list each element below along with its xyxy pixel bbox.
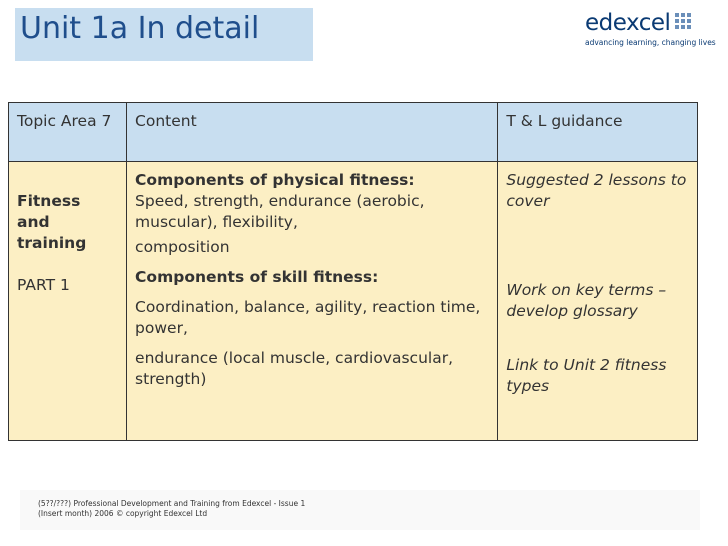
- content-composition: composition: [135, 238, 230, 256]
- topic-part: PART 1: [17, 276, 70, 294]
- logo-dots-icon: [675, 13, 693, 31]
- content-heading-physical: Components of physical fitness:: [135, 171, 415, 189]
- footer-line-2: (Insert month) 2006 © copyright Edexcel Ltd: [38, 509, 208, 518]
- header-content: Content: [127, 103, 498, 162]
- topic-cell: [9, 162, 127, 441]
- content-cell: [127, 162, 498, 441]
- guidance-glossary: Work on key terms – develop glossary: [506, 281, 667, 320]
- guidance-link: Link to Unit 2 fitness types: [506, 356, 667, 395]
- content-physical-list: Speed, strength, endurance (aerobic, muscular), flexibility,: [135, 192, 425, 231]
- content-heading-skill: Components of skill fitness:: [135, 268, 379, 286]
- header-topic-area: Topic Area 7: [9, 103, 127, 162]
- logo-wordmark: edexcel: [585, 10, 671, 36]
- table-header-row: [9, 103, 698, 162]
- unit-detail-table: [8, 102, 698, 441]
- logo-tagline: advancing learning, changing lives: [585, 38, 716, 47]
- footer-line-1: (5??/???) Professional Development and Training from Edexcel - Issue 1: [38, 499, 306, 508]
- content-endurance: endurance (local muscle, cardiovascular, strength): [135, 349, 454, 388]
- topic-name: Fitness and training: [17, 192, 87, 252]
- content-skill-list: Coordination, balance, agility, reaction time, power,: [135, 298, 481, 337]
- guidance-lessons: Suggested 2 lessons to cover: [506, 171, 687, 210]
- table-row: [9, 162, 698, 441]
- guidance-cell: [498, 162, 698, 441]
- header-guidance: T & L guidance: [498, 103, 698, 162]
- slide-title: Unit 1a In detail: [20, 11, 260, 46]
- footer: [38, 499, 305, 519]
